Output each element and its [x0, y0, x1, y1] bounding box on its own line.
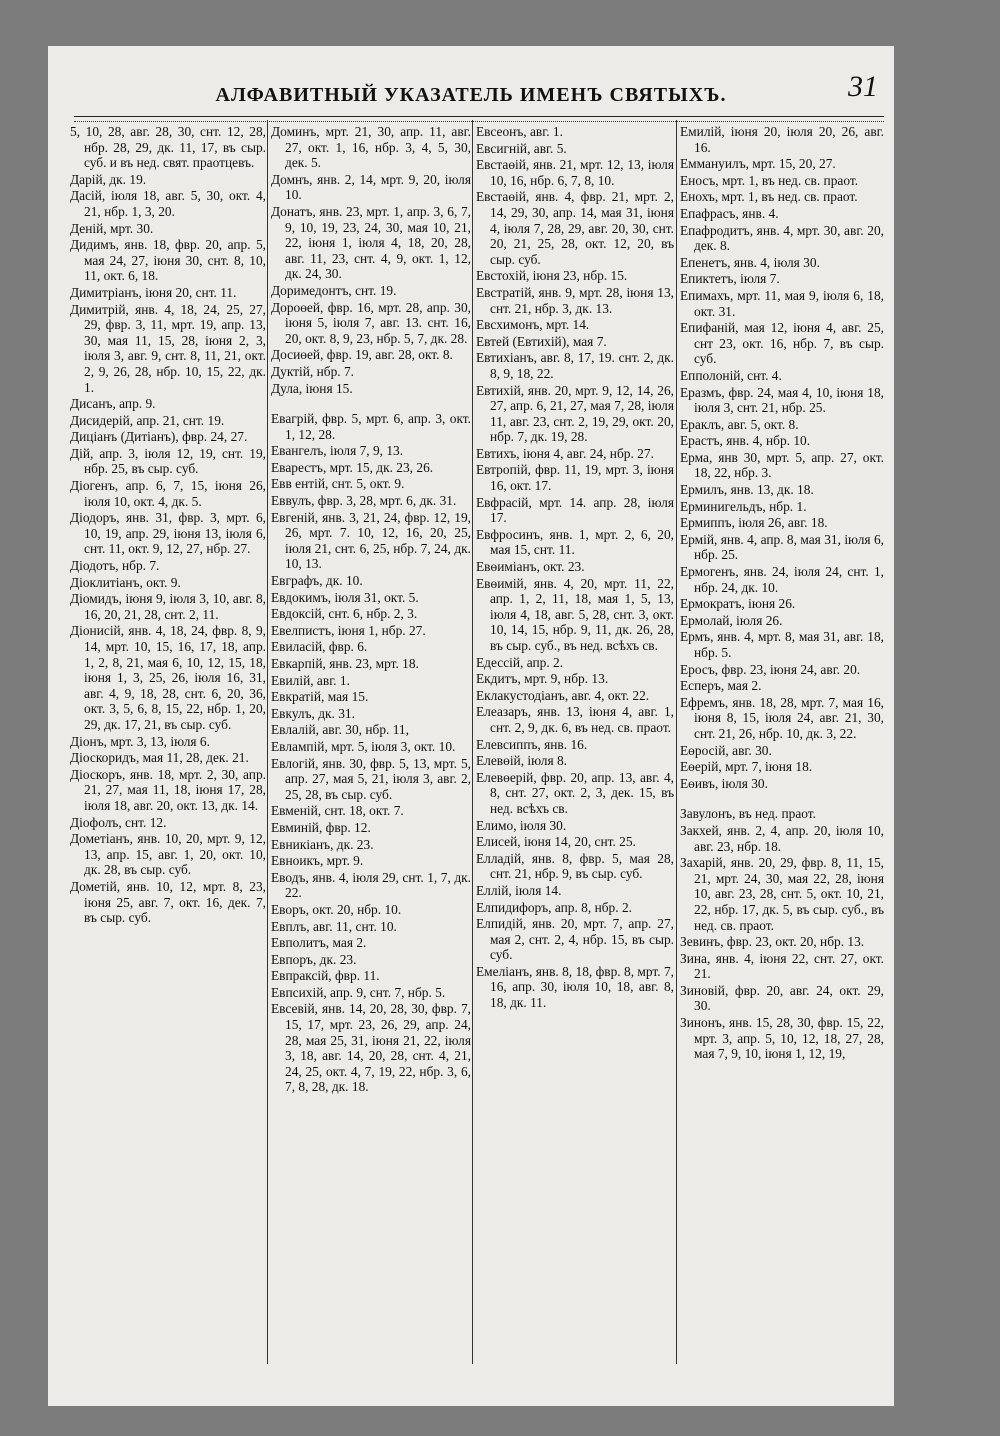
name-entry: Евсеонъ, авг. 1. [476, 124, 563, 139]
column-divider [267, 120, 268, 1364]
name-entry: Есперъ, мая 2. [680, 678, 762, 694]
name-entry: 5, 10, 28, авг. 28, 30, снт. 12, 28, нбр. 28, 29, дк. 11, 17, въ сыр. суб. и въ нед. свят. праотцевъ. [70, 124, 266, 171]
name-entry: Евменій, снт. 18, окт. 7. [271, 803, 404, 819]
name-entry: Еворъ, окт. 20, нбр. 10. [271, 901, 402, 917]
name-entry: Евкарпій, янв. 23, мрт. 18. [271, 656, 419, 671]
name-entry: Еѳивъ, іюля 30. [680, 775, 768, 791]
name-entry: Еросъ, фвр. 23, іюня 24, авг. 20. [680, 661, 861, 677]
name-entry: Дасій, іюля 18, авг. 5, 30, окт. 4, 21, нбр. 1, 3, 20. [70, 188, 266, 219]
name-entry: Елладій, янв. 8, фвр. 5, мая 28, снт. 21, нбр. 9, въ сыр. суб. [476, 850, 674, 882]
name-entry: Доминъ, мрт. 21, 30, апр. 11, авг. 27, окт. 1, 16, нбр. 3, 4, 5, 30, дек. 5. [271, 124, 471, 171]
name-entry: Евв ентій, снт. 5, окт. 9. [271, 476, 405, 492]
name-entry: Евлогій, янв. 30, фвр. 5, 13, мрт. 5, апр. 27, мая 5, 21, іюля 3, авг. 2, 25, 28, въ сыр. суб. [271, 755, 471, 802]
name-entry: Діодоръ, янв. 31, фвр. 3, мрт. 6, 10, 19, апр. 29, іюня 13, іюля 6, снт. 11, окт. 9, 12, 27, нбр. 27. [70, 510, 266, 557]
name-entry: Евсигній, авг. 5. [476, 140, 567, 156]
name-entry: Еразмъ, фвр. 24, мая 4, 10, іюня 18, іюля 3, снт. 21, нбр. 25. [680, 384, 884, 416]
name-entry: Евпраксій, фвр. 11. [271, 968, 380, 984]
column-3 [476, 124, 674, 1366]
name-entry: Еклакустодіанъ, авг. 4, окт. 22. [476, 687, 650, 703]
name-entry: Диціанъ (Дитіанъ), фвр. 24, 27. [70, 429, 248, 445]
name-entry: Евлампій, мрт. 5, іюля 3, окт. 10. [271, 738, 456, 754]
name-entry: Енохъ, мрт. 1, въ нед. св. праот. [680, 189, 858, 205]
name-entry: Евилій, авг. 1. [271, 672, 350, 688]
name-entry: Закхей, янв. 2, 4, апр. 20, іюля 10, авг. 23, нбр. 18. [680, 822, 884, 854]
name-entry: Евполитъ, мая 2. [271, 935, 367, 951]
name-entry: Елеазаръ, янв. 13, іюня 4, авг. 1, снт. 2, 9, дк. 6, въ нед. св. праот. [476, 704, 674, 735]
name-entry: Епафрасъ, янв. 4. [680, 205, 779, 221]
name-entry: Ермилъ, янв. 13, дк. 18. [680, 482, 814, 498]
name-entry: Евсевій, янв. 14, 20, 28, 30, фвр. 7, 15, 17, мрт. 23, 26, 29, апр. 24, 28, мая 25, 31, іюня 21, 22, іюля 3, 18, авг. 14, 20, 28, снт. 4, 21, 24, 25, окт. 4, 7, 19, 22, нбр. 3, 6, 7, 8, 28, дк. 18. [271, 1001, 471, 1095]
name-entry: Епафродитъ, янв. 4, мрт. 30, авг. 20, дек. 8. [680, 222, 884, 254]
name-entry: Епимахъ, мрт. 11, мая 9, іюля 6, 18, окт. 31. [680, 287, 884, 319]
name-entry: Евстратій, янв. 9, мрт. 28, іюня 13, снт. 21, нбр. 3, дк. 13. [476, 284, 674, 316]
name-entry: Евстаѳій, янв. 4, фвр. 21, мрт. 2, 14, 29, 30, апр. 14, мая 31, іюня 4, іюля 7, 28, 29, авг. 20, 30, снт. 20, 21, 25, 28, окт. 12, 20, въ сыр. суб. [476, 189, 674, 267]
name-entry: Евтихіанъ, авг. 8, 17, 19. снт. 2, дк. 8, 9, 18, 22. [476, 350, 674, 381]
name-entry: Димитріанъ, іюня 20, снт. 11. [70, 284, 237, 300]
name-entry: Евтихъ, іюня 4, авг. 24, нбр. 27. [476, 445, 654, 461]
name-entry: Діоскоръ, янв. 18, мрт. 2, 30, апр. 21, 27, мая 11, 18, іюня 17, 28, іюля 18, авг. 20, окт. 13, дк. 14. [70, 766, 266, 813]
name-entry: Евстаѳій, янв. 21, мрт. 12, 13, іюля 10, 16, нбр. 6, 7, 8, 10. [476, 157, 674, 188]
name-entry: Евкратій, мая 15. [271, 689, 369, 705]
name-entry: Екдитъ, мрт. 9, нбр. 13. [476, 671, 609, 687]
name-entry: Епполоній, снт. 4. [680, 367, 782, 383]
name-entry: Евелпистъ, іюня 1, нбр. 27. [271, 622, 426, 638]
name-entry: Евминій, фвр. 12. [271, 819, 371, 835]
name-entry: Евангелъ, іюля 7, 9, 13. [271, 443, 404, 459]
name-entry: Дисанъ, апр. 9. [70, 396, 156, 412]
name-entry: Еѳерій, мрт. 7, іюня 18. [680, 759, 813, 775]
name-entry: Ерма, янв 30, мрт. 5, апр. 27, окт. 18, 22, нбр. 3. [680, 449, 884, 481]
name-entry: Евплъ, авг. 11, снт. 10. [271, 918, 397, 934]
column-divider [676, 120, 677, 1364]
name-entry: Елпидій, янв. 20, мрт. 7, апр. 27, мая 2, снт. 2, 4, нбр. 15, въ сыр. суб. [476, 916, 674, 963]
name-entry: Дометіанъ, янв. 10, 20, мрт. 9, 12, 13, апр. 15, авг. 1, 20, окт. 10, дк. 28, въ сыр. суб. [70, 831, 266, 878]
name-entry: Ераклъ, авг. 5, окт. 8. [680, 416, 799, 432]
name-entry: Діонъ, мрт. 3, 13, іюля 6. [70, 733, 210, 749]
name-entry: Евлалій, авг. 30, нбр. 11, [271, 722, 409, 738]
name-entry: Дарій, дк. 19. [70, 171, 147, 187]
name-entry: Ефремъ, янв. 18, 28, мрт. 7, мая 16, іюня 8, 15, іюля 24, авг. 21, 30, снт. 21, 26, нбр. 10, дк. 3, 22. [680, 694, 884, 741]
name-entry: Еммануилъ, мрт. 15, 20, 27. [680, 156, 836, 172]
column-1 [70, 124, 266, 1366]
name-entry: Ермиппъ, іюля 26, авг. 18. [680, 515, 828, 531]
name-entry: Евтей (Евтихій), мая 7. [476, 333, 607, 349]
name-entry: Евкулъ, дк. 31. [271, 705, 355, 721]
name-entry: Діонисій, янв. 4, 18, 24, фвр. 8, 9, 14, мрт. 10, 15, 16, 17, 18, апр. 1, 2, 8, 21, мая 6, 10, 12, 15, 18, іюня 1, 3, 25, 26, іюля 16, 31, авг. 4, 9, 18, 28, снт. 6, 20, 36, окт. 3, 5, 6, 8, 15, 22, нбр. 1, 20, 29, дк. 17, 21, въ сыр. суб. [70, 623, 266, 732]
name-entry: Евфрасій, мрт. 14. апр. 28, іюля 17. [476, 494, 674, 526]
name-entry: Доримедонтъ, снт. 19. [271, 282, 397, 298]
name-entry: Ермій, янв. 4, апр. 8, мая 31, іюля 6, нбр. 25. [680, 531, 884, 563]
name-entry: Дула, іюня 15. [271, 380, 353, 396]
name-entry: Дидимъ, янв. 18, фвр. 20, апр. 5, мая 24, 27, іюня 30, снт. 8, 10, 11, окт. 6, 18. [70, 237, 266, 284]
name-entry: Еѳросій, авг. 30. [680, 742, 772, 758]
name-entry: Ерминигельдъ, нбр. 1. [680, 498, 807, 514]
name-entry: Еллій, іюля 14. [476, 882, 562, 898]
name-entry: Евгеній, янв. 3, 21, 24, фвр. 12, 19, 26, мрт. 7. 10, 12, 16, 20, 25, іюля 21, снт. 6, 25, нбр. 7, 24, дк. 10, 13. [271, 509, 471, 572]
name-entry: Завулонъ, въ нед. праот. [680, 806, 817, 822]
name-entry: Ерастъ, янв. 4, нбр. 10. [680, 433, 811, 449]
name-entry: Елпидифоръ, апр. 8, нбр. 2. [476, 899, 632, 915]
name-entry: Димитрій, янв. 4, 18, 24, 25, 27, 29, фвр. 3, 11, мрт. 19, апр. 13, 30, мая 11, 15, 28, іюня 2, 3, іюля 3, авг. 9, снт. 8, 11, 21, окт. 2, 9, 26, 28, нбр. 10, 15, 22, дк. 1. [70, 301, 266, 395]
section-gap [271, 397, 471, 411]
name-entry: Діодотъ, нбр. 7. [70, 558, 160, 574]
name-entry: Ермогенъ, янв. 24, іюля 24, снт. 1, нбр. 24, дк. 10. [680, 564, 884, 595]
name-entry: Ермократъ, іюня 26. [680, 596, 796, 612]
name-entry: Евтихій, янв. 20, мрт. 9, 12, 14, 26, 27, апр. 6, 21, 27, мая 7, 28, іюля 11, авг. 23, снт. 2, 19, 29, окт. 20, нбр. 7, дк. 19, 28. [476, 382, 674, 445]
name-entry: Зинонъ, янв. 15, 28, 30, фвр. 15, 22, мрт. 3, апр. 5, 10, 12, 18, 27, 28, мая 7, 9, 10, іюня 1, 12, 19, [680, 1015, 884, 1062]
name-entry: Зина, янв. 4, іюня 22, снт. 27, окт. 21. [680, 950, 884, 982]
page-number: 31 [848, 70, 878, 103]
name-entry: Еносъ, мрт. 1, въ нед. св. праот. [680, 172, 859, 188]
name-entry: Епифаній, мая 12, іюня 4, авг. 25, снт 23, окт. 16, нбр. 7, въ сыр. суб. [680, 320, 884, 367]
name-entry: Дуктій, нбр. 7. [271, 363, 355, 379]
name-entry: Едессій, апр. 2. [476, 654, 564, 670]
name-entry: Еводъ, янв. 4, іюля 29, снт. 1, 7, дк. 22. [271, 869, 471, 901]
name-entry: Деній, мрт. 30. [70, 220, 154, 236]
name-entry: Еварестъ, мрт. 15, дк. 23, 26. [271, 459, 434, 475]
column-4 [680, 124, 884, 1366]
name-entry: Евфросинъ, янв. 1, мрт. 2, 6, 20, мая 15, снт. 11. [476, 526, 674, 558]
name-entry: Елимо, іюля 30. [476, 817, 567, 833]
name-entry: Ермолай, іюля 26. [680, 612, 783, 628]
name-entry: Евтропій, фвр. 11, 19, мрт. 3, іюня 16, окт. 17. [476, 462, 674, 494]
name-entry: Елевѳерій, фвр. 20, апр. 13, авг. 4, 8, снт. 27, окт. 2, 3, дек. 15, въ нед. всѣхъ св. [476, 769, 674, 816]
name-entry: Евиласій, фвр. 6. [271, 639, 368, 655]
name-entry: Елисей, іюня 14, 20, снт. 25. [476, 834, 636, 850]
name-entry: Евпоръ, дк. 23. [271, 951, 357, 967]
name-entry: Евѳимій, янв. 4, 20, мрт. 11, 22, апр. 1, 2, 11, 18, мая 1, 5, 13, іюля 4, 18, авг. 5, 28, снт. 3, окт. 10, 14, 15, нбр. 9, 11, дк. 26, 28, въ сыр. суб., въ нед. всѣхъ св. [476, 575, 674, 653]
header-rule [74, 116, 884, 122]
name-entry: Зевинъ, фвр. 23, окт. 20, нбр. 13. [680, 934, 865, 950]
name-entry: Дороѳей, фвр. 16, мрт. 28, апр. 30, іюня 5, іюля 7, авг. 13. снт. 16, 20, окт. 8, 9, 23, нбр. 5, 7, дк. 28. [271, 299, 471, 346]
name-entry: Евпсихій, апр. 9, снт. 7, нбр. 5. [271, 984, 446, 1000]
column-2 [271, 124, 471, 1366]
name-entry: Елевсиппъ, янв. 16. [476, 736, 588, 752]
name-entry: Діоскоридъ, мая 11, 28, дек. 21. [70, 750, 249, 766]
name-entry: Елевѳій, іюля 8. [476, 753, 568, 769]
name-entry: Епиктетъ, іюля 7. [680, 271, 780, 287]
section-gap [680, 792, 884, 806]
name-entry: Евграфъ, дк. 10. [271, 573, 363, 589]
name-entry: Досиѳей, фвр. 19, авг. 28, окт. 8. [271, 347, 453, 363]
name-entry: Захарій, янв. 20, 29, фвр. 8, 11, 15, 21, мрт. 24, 30, мая 22, 28, іюня 10, авг. 23, 28, снт. 5, окт. 10, 21, 22, нбр. 17, дк. 5, въ сыр. суб., въ нед. св. праот. [680, 855, 884, 933]
name-entry: Дій, апр. 3, іюля 12, 19, снт. 19, нбр. 25, въ сыр. суб. [70, 445, 266, 477]
name-entry: Дисидерій, апр. 21, снт. 19. [70, 412, 225, 428]
name-entry: Домнъ, янв. 2, 14, мрт. 9, 20, іюля 10. [271, 171, 471, 203]
name-entry: Зиновій, фвр. 20, авг. 24, окт. 29, 30. [680, 982, 884, 1014]
column-divider [472, 120, 473, 1364]
name-entry: Емеліанъ, янв. 8, 18, фвр. 8, мрт. 7, 16, апр. 30, іюля 10, 18, авг. 8, 18, дк. 11. [476, 963, 674, 1011]
name-entry: Евдокимъ, іюля 31, окт. 5. [271, 589, 419, 605]
name-entry: Евникіанъ, дк. 23. [271, 836, 374, 852]
name-entry: Діогенъ, апр. 6, 7, 15, іюня 26, іюля 10, окт. 4, дк. 5. [70, 478, 266, 509]
name-entry: Донатъ, янв. 23, мрт. 1, апр. 3, 6, 7, 9, 10, 19, 23, 24, 30, мая 10, 21, 22, іюня 1, іюля 4, 18, 20, 28, авг. 11, 23, снт. 4, 9, окт. 1, 12, дк. 24, 30. [271, 203, 471, 282]
name-entry: Евагрій, фвр. 5, мрт. 6, апр. 3, окт. 1, 12, 28. [271, 411, 471, 442]
name-entry: Діомидъ, іюня 9, іюля 3, 10, авг. 8, 16, 20, 21, 28, снт. 2, 11. [70, 591, 266, 622]
name-entry: Евдоксій, снт. 6, нбр. 2, 3. [271, 606, 418, 622]
name-entry: Емилій, іюня 20, іюля 20, 26, авг. 16. [680, 124, 884, 155]
name-entry: Дометій, янв. 10, 12, мрт. 8, 23, іюня 25, авг. 7, окт. 16, дек. 7, въ сыр. суб. [70, 878, 266, 926]
name-entry: Діоклитіанъ, окт. 9. [70, 574, 181, 590]
name-entry: Евѳиміанъ, окт. 23. [476, 559, 585, 575]
name-entry: Епенетъ, янв. 4, іюля 30. [680, 254, 820, 270]
book-page [48, 46, 894, 1406]
name-entry: Діофолъ, снт. 12. [70, 814, 167, 830]
name-entry: Евноикъ, мрт. 9. [271, 853, 364, 869]
name-entry: Ермъ, янв. 4, мрт. 8, мая 31, авг. 18, нбр. 5. [680, 629, 884, 660]
name-entry: Евсхимонъ, мрт. 14. [476, 317, 590, 333]
page-header: АЛФАВИТНЫЙ УКАЗАТЕЛЬ ИМЕНЪ СВЯТЫХЪ. [215, 84, 727, 106]
name-entry: Еввулъ, фвр. 3, 28, мрт. 6, дк. 31. [271, 493, 457, 509]
name-entry: Евстохій, іюня 23, нбр. 15. [476, 268, 628, 284]
